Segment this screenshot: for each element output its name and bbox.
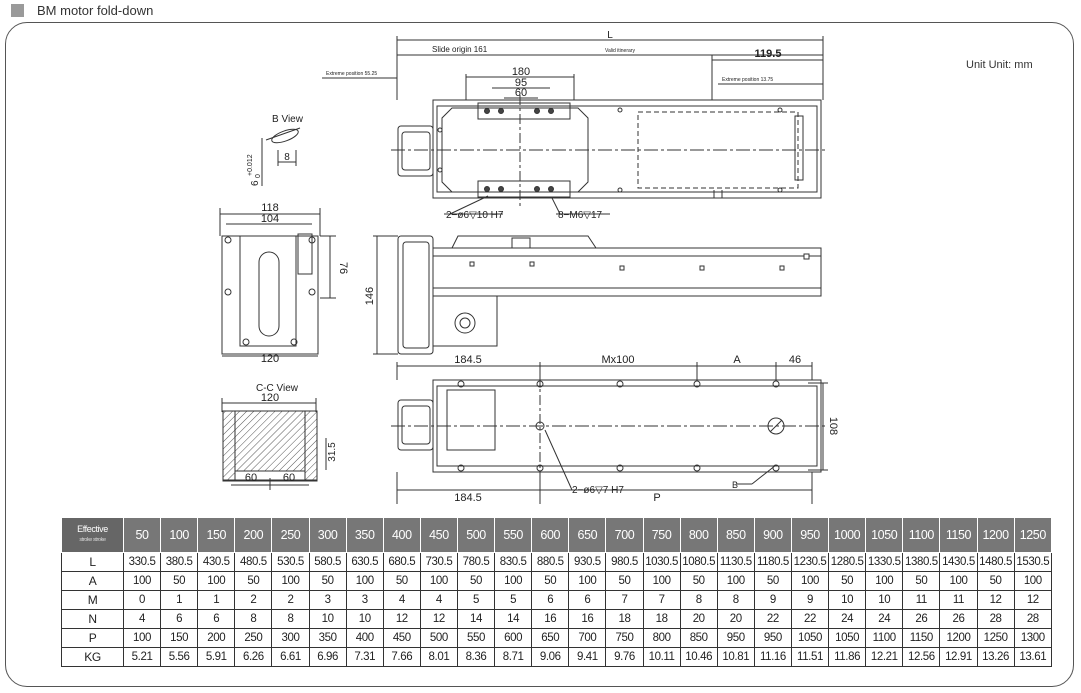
table-cell: 50 <box>161 572 198 591</box>
table-cell: 16 <box>532 610 569 629</box>
table-cell: 8 <box>235 610 272 629</box>
table-cell: 50 <box>309 572 346 591</box>
table-cell: 11.51 <box>791 648 828 667</box>
table-cell: 4 <box>124 610 161 629</box>
table-cell: 100 <box>717 572 754 591</box>
table-cell: 13.61 <box>1014 648 1051 667</box>
table-cell: 5 <box>495 591 532 610</box>
table-cell: 16 <box>569 610 606 629</box>
table-cell: 1430.5 <box>940 553 977 572</box>
table-cell: 100 <box>791 572 828 591</box>
b-view-dim-6: 6 <box>250 180 261 186</box>
table-cell: 950 <box>754 629 791 648</box>
table-cell: 600 <box>495 629 532 648</box>
table-row <box>62 629 1052 648</box>
table-cell: 11.16 <box>754 648 791 667</box>
table-cell: 6 <box>161 610 198 629</box>
table-cell: 6.26 <box>235 648 272 667</box>
bottom-dim-108: 108 <box>827 416 839 436</box>
stroke-header-cell: 150 <box>198 518 235 553</box>
cc-view-title: C-C View <box>255 383 299 394</box>
table-cell: 7.31 <box>346 648 383 667</box>
table-cell: 26 <box>903 610 940 629</box>
table-cell: 5 <box>457 591 494 610</box>
table-cell: 11.86 <box>829 648 866 667</box>
bottom-dim-184-5-top: 184.5 <box>454 354 482 366</box>
bottom-dim-A: A <box>733 354 741 366</box>
table-cell: 1250 <box>977 629 1014 648</box>
table-cell: 1180.5 <box>754 553 791 572</box>
table-row <box>62 610 1052 629</box>
table-cell: 1150 <box>903 629 940 648</box>
extreme-position-left: Extreme position 55.25 <box>326 71 378 77</box>
table-cell: 100 <box>495 572 532 591</box>
table-cell: 850 <box>680 629 717 648</box>
dimension-labels <box>245 30 839 504</box>
table-cell: 730.5 <box>420 553 457 572</box>
table-cell: 100 <box>272 572 309 591</box>
table-cell: 50 <box>235 572 272 591</box>
row-label: L <box>62 553 124 572</box>
table-cell: 380.5 <box>161 553 198 572</box>
table-cell: 830.5 <box>495 553 532 572</box>
stroke-header-cell: 250 <box>272 518 309 553</box>
dim-60: 60 <box>514 87 528 99</box>
stroke-header-cell: 550 <box>495 518 532 553</box>
row-label: P <box>62 629 124 648</box>
table-row <box>62 553 1052 572</box>
table-cell: 12 <box>1014 591 1051 610</box>
table-cell: 50 <box>754 572 791 591</box>
bottom-label-B: B <box>732 480 739 490</box>
table-cell: 1230.5 <box>791 553 828 572</box>
bottom-view <box>391 362 828 504</box>
side-view <box>373 236 821 354</box>
effective-label: Effective <box>77 524 108 534</box>
table-cell: 20 <box>717 610 754 629</box>
table-cell: 1050 <box>829 629 866 648</box>
table-cell: 550 <box>457 629 494 648</box>
end-view-dim-104: 104 <box>260 213 280 225</box>
stroke-header-cell: 350 <box>346 518 383 553</box>
extreme-position-right: Extreme position 13.75 <box>722 77 774 83</box>
table-cell: 8 <box>717 591 754 610</box>
table-cell: 26 <box>940 610 977 629</box>
stroke-header-cell: 500 <box>457 518 494 553</box>
table-cell: 4 <box>383 591 420 610</box>
table-cell: 50 <box>532 572 569 591</box>
table-cell: 14 <box>457 610 494 629</box>
table-cell: 2 <box>235 591 272 610</box>
table-cell: 0 <box>124 591 161 610</box>
table-cell: 10 <box>346 610 383 629</box>
table-cell: 8 <box>680 591 717 610</box>
table-cell: 1330.5 <box>866 553 903 572</box>
table-cell: 500 <box>420 629 457 648</box>
row-label: M <box>62 591 124 610</box>
table-cell: 7.66 <box>383 648 420 667</box>
table-cell: 50 <box>903 572 940 591</box>
table-cell: 350 <box>309 629 346 648</box>
table-cell: 400 <box>346 629 383 648</box>
valid-itinerary-label: Valid itinerary <box>605 48 635 54</box>
table-cell: 6 <box>198 610 235 629</box>
bottom-dim-46: 46 <box>788 354 802 366</box>
cc-view-dim-31-5: 31.5 <box>327 442 338 462</box>
table-cell: 930.5 <box>569 553 606 572</box>
stroke-header-cell: 400 <box>383 518 420 553</box>
table-cell: 3 <box>346 591 383 610</box>
stroke-header-cell: 300 <box>309 518 346 553</box>
table-cell: 100 <box>866 572 903 591</box>
table-cell: 1130.5 <box>717 553 754 572</box>
table-cell: 530.5 <box>272 553 309 572</box>
hole-note-top-2: 8−M6▽17 <box>558 210 603 221</box>
table-cell: 7 <box>643 591 680 610</box>
table-cell: 50 <box>606 572 643 591</box>
dim-95: 95 <box>514 77 528 89</box>
table-cell: 11 <box>940 591 977 610</box>
table-cell: 150 <box>161 629 198 648</box>
row-label: A <box>62 572 124 591</box>
slide-origin-label: Slide origin 161 <box>432 45 488 54</box>
table-cell: 480.5 <box>235 553 272 572</box>
table-cell: 8.36 <box>457 648 494 667</box>
stroke-header-cell: 1050 <box>866 518 903 553</box>
stroke-header-cell: 750 <box>643 518 680 553</box>
table-cell: 9.06 <box>532 648 569 667</box>
table-cell: 430.5 <box>198 553 235 572</box>
table-cell: 18 <box>643 610 680 629</box>
table-cell: 1080.5 <box>680 553 717 572</box>
table-cell: 28 <box>977 610 1014 629</box>
end-view <box>220 208 336 356</box>
table-cell: 700 <box>569 629 606 648</box>
table-cell: 50 <box>680 572 717 591</box>
stroke-header-cell: 900 <box>754 518 791 553</box>
table-cell: 100 <box>124 572 161 591</box>
table-cell: 1200 <box>940 629 977 648</box>
table-cell: 5.91 <box>198 648 235 667</box>
table-cell: 6 <box>569 591 606 610</box>
table-cell: 12.56 <box>903 648 940 667</box>
table-cell: 100 <box>1014 572 1051 591</box>
table-cell: 10.81 <box>717 648 754 667</box>
stroke-header-cell: 650 <box>569 518 606 553</box>
table-cell: 9 <box>791 591 828 610</box>
stroke-header-cell: 800 <box>680 518 717 553</box>
table-cell: 12 <box>383 610 420 629</box>
table-cell: 24 <box>829 610 866 629</box>
hole-note-bottom: 2−ø6▽7 H7 <box>572 485 624 496</box>
b-view <box>262 127 300 186</box>
b-view-title: B View <box>272 114 303 125</box>
row-label: N <box>62 610 124 629</box>
table-cell: 11 <box>903 591 940 610</box>
table-cell: 6.96 <box>309 648 346 667</box>
table-cell: 300 <box>272 629 309 648</box>
table-cell: 5.21 <box>124 648 161 667</box>
table-cell: 10.11 <box>643 648 680 667</box>
table-cell: 14 <box>495 610 532 629</box>
row-label: KG <box>62 648 124 667</box>
table-cell: 1 <box>161 591 198 610</box>
table-cell: 5.56 <box>161 648 198 667</box>
stroke-header-cell: 200 <box>235 518 272 553</box>
end-view-dim-76: 76 <box>337 261 349 275</box>
table-row <box>62 572 1052 591</box>
table-cell: 50 <box>457 572 494 591</box>
table-cell: 980.5 <box>606 553 643 572</box>
spec-table-body <box>62 518 1052 667</box>
table-row <box>62 648 1052 667</box>
stroke-header-cell: 1100 <box>903 518 940 553</box>
cc-view-dim-60-right: 60 <box>282 472 296 484</box>
table-cell: 200 <box>198 629 235 648</box>
stroke-sub-label: stroke stroke <box>79 537 106 543</box>
table-cell: 800 <box>643 629 680 648</box>
section-title: BM motor fold-down <box>37 2 154 18</box>
stroke-header-cell: 1000 <box>829 518 866 553</box>
dim-119-5: 119.5 <box>754 48 782 60</box>
cc-view-dim-60-left: 60 <box>244 472 258 484</box>
table-cell: 22 <box>791 610 828 629</box>
stroke-header-cell: 1150 <box>940 518 977 553</box>
table-cell: 1530.5 <box>1014 553 1051 572</box>
stroke-header-cell: 450 <box>420 518 457 553</box>
table-cell: 4 <box>420 591 457 610</box>
table-cell: 100 <box>569 572 606 591</box>
end-view-dim-118: 118 <box>261 202 279 214</box>
table-cell: 2 <box>272 591 309 610</box>
table-cell: 680.5 <box>383 553 420 572</box>
table-cell: 50 <box>977 572 1014 591</box>
b-view-tolerance: +0.012 <box>247 154 254 176</box>
table-cell: 650 <box>532 629 569 648</box>
cc-view <box>222 398 326 490</box>
cc-view-dim-120: 120 <box>260 392 280 404</box>
top-view <box>322 36 828 214</box>
b-view-dim-8: 8 <box>284 152 290 163</box>
bottom-dim-mx100: Mx100 <box>601 354 635 366</box>
table-cell: 1050 <box>791 629 828 648</box>
table-cell: 10.46 <box>680 648 717 667</box>
table-cell: 1380.5 <box>903 553 940 572</box>
table-cell: 12.21 <box>866 648 903 667</box>
hole-note-top-1: 2−ø6▽10 H7 <box>446 210 504 221</box>
stroke-header-cell: 1250 <box>1014 518 1051 553</box>
unit-label: Unit Unit: mm <box>966 59 1033 71</box>
bottom-dim-P: P <box>653 492 661 504</box>
table-cell: 8.01 <box>420 648 457 667</box>
stroke-header-cell: 950 <box>791 518 828 553</box>
table-cell: 1300 <box>1014 629 1051 648</box>
table-cell: 8 <box>272 610 309 629</box>
table-cell: 1 <box>198 591 235 610</box>
table-cell: 6 <box>532 591 569 610</box>
table-cell: 750 <box>606 629 643 648</box>
table-cell: 50 <box>829 572 866 591</box>
b-view-tolerance-low: 0 <box>255 174 262 178</box>
table-cell: 12.91 <box>940 648 977 667</box>
spec-table <box>61 517 1052 667</box>
table-cell: 3 <box>309 591 346 610</box>
bottom-dim-184-5-bottom: 184.5 <box>454 492 482 504</box>
table-cell: 100 <box>346 572 383 591</box>
stroke-header-cell: 50 <box>124 518 161 553</box>
table-cell: 8.71 <box>495 648 532 667</box>
table-cell: 50 <box>383 572 420 591</box>
table-cell: 6.61 <box>272 648 309 667</box>
table-cell: 100 <box>198 572 235 591</box>
table-cell: 13.26 <box>977 648 1014 667</box>
table-cell: 20 <box>680 610 717 629</box>
table-cell: 18 <box>606 610 643 629</box>
stroke-header-cell: 850 <box>717 518 754 553</box>
table-cell: 12 <box>977 591 1014 610</box>
table-cell: 10 <box>866 591 903 610</box>
table-cell: 100 <box>643 572 680 591</box>
table-cell: 10 <box>309 610 346 629</box>
table-header-row <box>62 518 1052 553</box>
table-cell: 950 <box>717 629 754 648</box>
table-cell: 9.76 <box>606 648 643 667</box>
table-cell: 100 <box>124 629 161 648</box>
stroke-header-cell: 1200 <box>977 518 1014 553</box>
table-cell: 580.5 <box>309 553 346 572</box>
dim-L: L <box>607 30 613 41</box>
table-cell: 880.5 <box>532 553 569 572</box>
table-cell: 9 <box>754 591 791 610</box>
end-view-dim-146: 146 <box>364 286 376 306</box>
end-view-dim-120: 120 <box>260 353 280 365</box>
table-cell: 100 <box>940 572 977 591</box>
stroke-header-cell: 600 <box>532 518 569 553</box>
table-cell: 100 <box>420 572 457 591</box>
table-cell: 10 <box>829 591 866 610</box>
table-cell: 450 <box>383 629 420 648</box>
table-cell: 24 <box>866 610 903 629</box>
stroke-header-cell: 100 <box>161 518 198 553</box>
table-row <box>62 591 1052 610</box>
effective-stroke-header <box>62 518 124 553</box>
table-cell: 630.5 <box>346 553 383 572</box>
table-cell: 22 <box>754 610 791 629</box>
table-cell: 28 <box>1014 610 1051 629</box>
stroke-header-cell: 700 <box>606 518 643 553</box>
table-cell: 1480.5 <box>977 553 1014 572</box>
table-cell: 250 <box>235 629 272 648</box>
table-cell: 9.41 <box>569 648 606 667</box>
dim-180: 180 <box>511 66 531 78</box>
table-cell: 1100 <box>866 629 903 648</box>
table-cell: 780.5 <box>457 553 494 572</box>
table-cell: 1280.5 <box>829 553 866 572</box>
table-cell: 330.5 <box>124 553 161 572</box>
table-cell: 7 <box>606 591 643 610</box>
table-cell: 12 <box>420 610 457 629</box>
table-cell: 1030.5 <box>643 553 680 572</box>
